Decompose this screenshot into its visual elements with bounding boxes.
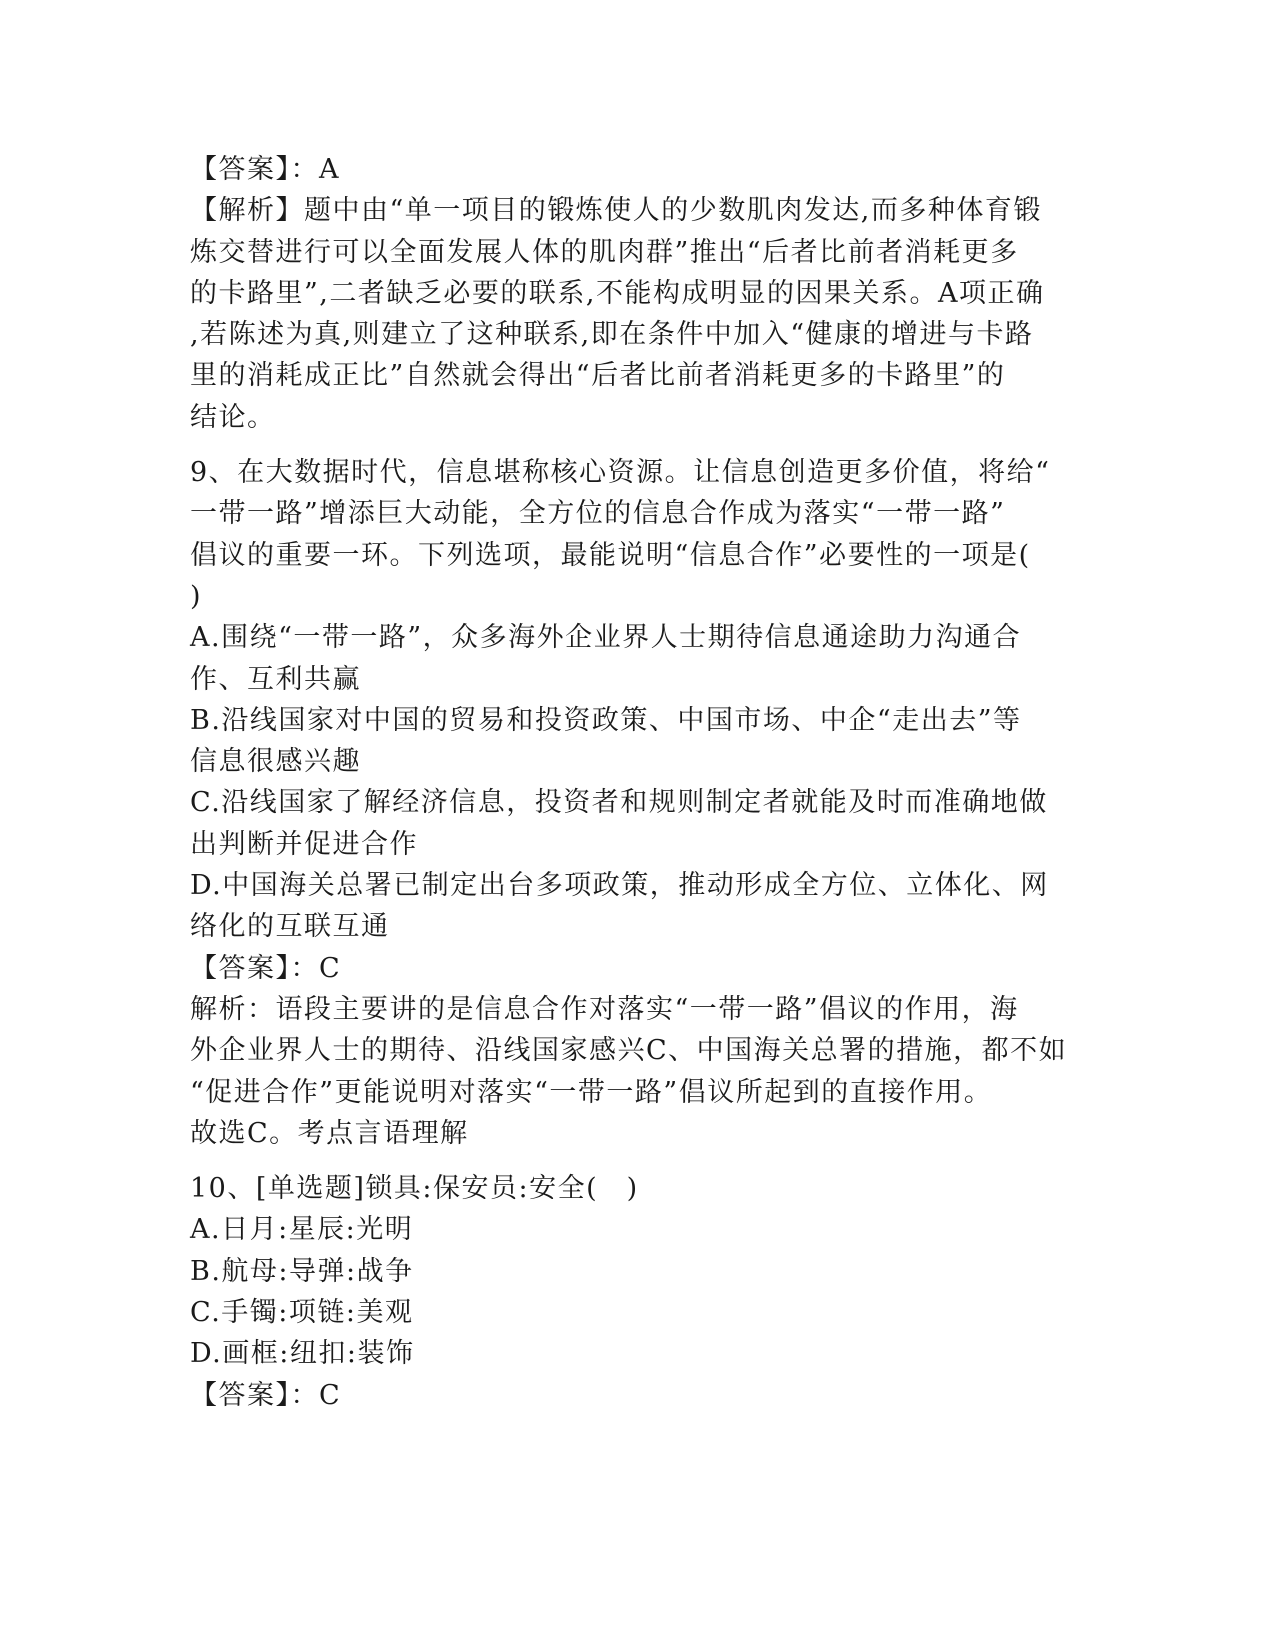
option-c-continued: 出判断并促进合作 (190, 828, 418, 860)
answer-block-8 (190, 149, 1090, 438)
question-block-9 (190, 452, 1090, 1154)
option-a: A.日月:星辰:光明 (190, 1214, 414, 1246)
option-c: C.手镯:项链:美观 (190, 1297, 414, 1329)
option-b: B.沿线国家对中国的贸易和投资政策、中国市场、中企“走出去”等 (190, 704, 1022, 736)
explanation-line: 的卡路里”,二者缺乏必要的联系,不能构成明显的因果关系。A项正确 (190, 277, 1045, 309)
question-stem-line: 9、在大数据时代，信息堪称核心资源。让信息创造更多价值，将给“ (190, 457, 1051, 489)
question-stem-line: ) (190, 580, 203, 612)
option-b-continued: 信息很感兴趣 (190, 746, 361, 778)
question-block-10 (190, 1168, 1090, 1416)
answer-label: 【答案】：A (190, 154, 340, 185)
explanation-line: 里的消耗成正比”自然就会得出“后者比前者消耗更多的卡路里”的 (190, 360, 1006, 392)
option-d-continued: 络化的互联互通 (190, 911, 390, 943)
option-d: D.中国海关总署已制定出台多项政策，推动形成全方位、立体化、网 (190, 870, 1049, 902)
option-b: B.航母:导弹:战争 (190, 1255, 414, 1287)
answer-label: 【答案】：C (190, 1379, 342, 1411)
answer-label: 【答案】：C (190, 952, 342, 984)
paragraph-gap (190, 1154, 1090, 1168)
explanation-line: “促进合作”更能说明对落实“一带一路”倡议所起到的直接作用。 (190, 1076, 993, 1108)
explanation-line: 外企业界人士的期待、沿线国家感兴C、中国海关总署的措施，都不如 (190, 1035, 1068, 1067)
explanation-line: 故选C。考点言语理解 (190, 1117, 469, 1149)
option-a: A.围绕“一带一路”，众多海外企业界人士期待信息通途助力沟通合 (190, 622, 1022, 654)
explanation-line: 解析：语段主要讲的是信息合作对落实“一带一路”倡议的作用，海 (190, 993, 1019, 1025)
document-content (190, 149, 1090, 1416)
explanation-line: 炼交替进行可以全面发展人体的肌肉群”推出“后者比前者消耗更多 (190, 236, 1019, 268)
explanation-line: 结论。 (190, 401, 276, 433)
option-a-continued: 作、互利共赢 (190, 663, 361, 695)
option-c: C.沿线国家了解经济信息，投资者和规则制定者就能及时而准确地做 (190, 787, 1048, 819)
question-stem-line: 倡议的重要一环。下列选项，最能说明“信息合作”必要性的一项是( (190, 539, 1031, 571)
question-stem-line: 一带一路”增添巨大动能，全方位的信息合作成为落实“一带一路” (190, 498, 1006, 530)
question-stem-line: 10、[单选题]锁具:保安员:安全( ) (190, 1173, 639, 1205)
option-d: D.画框:纽扣:装饰 (190, 1338, 415, 1370)
paragraph-gap (190, 438, 1090, 452)
explanation-line: 【解析】题中由“单一项目的锻炼使人的少数肌肉发达,而多种体育锻 (190, 195, 1042, 227)
explanation-line: ,若陈述为真,则建立了这种联系,即在条件中加入“健康的增进与卡路 (190, 319, 1034, 351)
